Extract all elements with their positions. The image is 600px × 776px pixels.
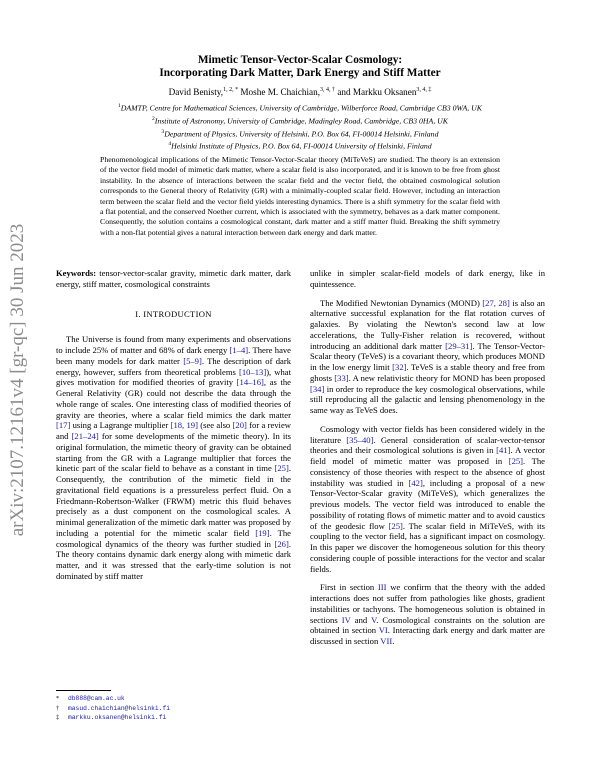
intro-paragraph-3: Cosmology with vector fields has been considered widely in the literature [35–40]. General consideration of scalar-vector-tensor theories and their cosmological solutions is given in [41]. A vector field model of mimetic matter was proposed in [25]. The consistency of those theories with respect to the absence of ghost instability was studied in [42], including a proposal of a new Tensor-Vector-Scalar gravity (MiTeVeS), which generalizes the previous models. The vector field was introduced to enable the possibility of rotating flows of mimetic matter and to avoid caustics of the geodesic flow [25]. The scalar field in MiTeVeS, with its coupling to the vector field, has a significant impact on cosmology. In this paper we discover the homogeneous solution for this theory considering couple of possible interactions for the vector and scalar fields. [310,423,546,574]
affiliation-item [60,127,540,140]
author-affil-mark: 3, 4, ‡ [416,87,432,93]
affiliation-text: Institute of Astronomy, University of Cambridge, Madingley Road, Cambridge, CB3 0HA, UK [154,116,448,126]
intro-paragraph-2: The Modified Newtonian Dynamics (MOND) [27, 28] is also an alternative successful explanation for the flat rotation curves of galaxies. By violating the Newton's second law at low accelerations, the Tully-Fisher relation is recovered, without introducing an additional dark matter [29–31]. The Tensor-Vector-Scalar theory (TeVeS) is a covariant theory, which produces MOND in the low energy limit [32]. TeVeS is a stable theory and free from ghosts [33]. A new relativistic theory for MOND has been proposed [34] in order to reproduce the key cosmological observations, while still reproducing all the galactic and lensing phenomenology in the same way as TeVeS does. [310,297,545,415]
affiliation-mark: 4 [168,141,172,148]
author-affil-mark: 1, 2, * [223,87,239,93]
citation-link[interactable]: [18, 19] [170,420,198,431]
citation-link[interactable]: [42] [408,477,423,488]
footnote-mark: ‡ [56,714,60,721]
arxiv-stamp-text: arXiv:2107.12161v4 [gr-qc] 30 Jun 2023 [7,223,28,537]
citation-link[interactable]: [35–40] [346,434,374,445]
citation-link[interactable]: [41] [496,445,511,456]
paper-title-line-2: Incorporating Dark Matter, Dark Energy and Stiff Matter [159,67,441,79]
citation-link[interactable]: [29–31] [445,340,473,351]
affiliation-mark: 1 [118,103,121,109]
affiliation-item [60,114,540,127]
author-list [60,87,540,97]
footnote-item [56,704,286,714]
affiliation-list [60,101,540,152]
affiliation-item [60,101,540,114]
affiliation-mark: 2 [152,115,155,122]
footnote-mark: * [56,695,60,702]
author-affil-mark: 3, 4, † [320,87,336,93]
section-link[interactable]: III [377,582,387,593]
citation-link[interactable]: [25] [508,456,524,466]
citation-link[interactable]: [5–9] [183,355,202,366]
citation-link[interactable]: [14–16] [236,377,264,388]
footnote-mark: † [56,704,60,712]
paper-title-line-1: Mimetic Tensor-Vector-Scalar Cosmology: [197,54,403,66]
email-link[interactable]: masud.chaichian@helsinki.fi [68,704,171,712]
citation-link[interactable]: [20] [232,420,247,431]
email-link[interactable]: markku.oksanen@helsinki.fi [68,714,167,721]
section-heading-introduction: I. INTRODUCTION [135,308,212,319]
citation-link[interactable]: [19] [255,527,270,538]
author-name: and Markku Oksanen [337,87,417,98]
keywords [56,268,291,290]
footnotes [56,694,286,723]
citation-link[interactable]: [21–24] [71,431,99,441]
section-link[interactable]: VII [380,636,393,646]
left-column [56,268,291,582]
right-column [310,268,545,647]
footnote-item [56,694,286,704]
footnote-item [56,713,286,723]
intro-paragraph-4: First in section III we confirm that the theory with the added interactions does not suffer from pathologies like ghosts, gradient instabilities or tachyons. The homogeneous solution is obtained in sections IV and V. Cosmological constraints on the solution are obtained in section VI. Interacting dark energy and dark matter are discussed in section VII. [310,582,545,646]
affiliation-mark: 3 [161,128,165,135]
citation-link[interactable]: [10–13] [238,366,267,377]
affiliation-text: DAMTP, Centre for Mathematical Sciences, University of Cambridge, Wilberforce Road, Cambridge CB3 0WA, UK [120,103,482,113]
citation-link[interactable]: [1–4] [229,345,249,355]
citation-link[interactable]: [25] [274,463,289,474]
abstract: Phenomenological implications of the Mimetic Tensor-Vector-Scalar theory (MiTeVeS) are studied. The theory is an extension of the vector field model of mimetic dark matter, where a scalar field is also incorporated, and it is known to be free from ghost instability. In the absence of interactions between the scalar field and the vector field, the obtained cosmological solution corresponds to the General theory of Relativity (GR) with a minimally-coupled scalar field. However, including an interaction term between the scalar field and the vector field yields interesting dynamics. There is a shift symmetry for the scalar field with a flat potential, and the conserved Noether current, which is associated with the symmetry, behaves as a dark matter component. Consequently, the solution contains a cosmological constant, dark matter and a stiff matter fluid. Breaking the shift symmetry with a non-flat potential gives a natural interaction between dark energy and dark matter. [100,155,500,237]
citation-link[interactable]: [33] [334,372,349,383]
section-link[interactable]: IV [341,614,351,625]
citation-link[interactable]: [26] [274,538,289,549]
intro-paragraph-1: The Universe is found from many experiments and observations to include 25% of matter and 68% of dark energy [1–4]. There have been many models for dark matter [5–9]. The description of dark energy, however, suffers from theoretical problems [10–13]), what gives motivation for modified theories of gravity [14–16], as the General Relativity (GR) could not describe the data through the whole range of scales. One interesting class of modified theories of gravity are theories, where a scalar field mimics the dark matter [17] using a Lagrange multiplier [18, 19] (see also [20] for a review and [21–24] for some developments of the mimetic theory). In its original formulation, the mimetic theory of gravity can be obtained starting from the GR with a Lagrange multiplier that forces the kinetic part of the scalar field to behave as a constant in time [25]. Consequently, the contribution of the mimetic field in the gravitational field equations is a pressureless perfect fluid. On a Friedmann-Robertson-Walker (FRWM) metric this fluid behaves precisely as a dust component on the cosmological scales. A minimal generalization of the mimetic dark matter was proposed by including a potential for the mimetic scalar field [19]. The cosmological dynamics of the theory was further studied in [26]. The theory contains dynamic dark energy along with mimetic dark matter, and it was stressed that the early-time solution is not dominated by stiff matter [56,334,292,581]
keywords-text: tensor-vector-scalar gravity, mimetic dark matter, dark energy, stiff matter, cosmological constraints [56,268,291,289]
section-link[interactable]: VI [378,625,388,636]
citation-link[interactable]: [34] [310,383,325,394]
citation-link[interactable]: [25] [388,520,403,531]
citation-link[interactable]: [32] [392,362,407,372]
section-link[interactable]: V [371,614,377,625]
affiliation-item [60,139,540,152]
keywords-label: Keywords: [56,268,97,278]
citation-link[interactable]: [17] [56,420,71,431]
author-name: David Benisty, [168,87,224,98]
intro-paragraph-continued: unlike in simpler scalar-field models of dark energy, like in quintessence. [310,268,545,289]
affiliation-text: Helsinki Institute of Physics, P.O. Box 64, FI-00014 University of Helsinki, Finland [171,141,432,151]
email-link[interactable]: db888@cam.ac.uk [68,695,125,702]
arxiv-stamp [4,170,32,590]
citation-link[interactable]: [27, 28] [482,297,510,308]
footnote-divider [56,690,111,691]
author-name: Moshe M. Chaichian, [240,87,321,98]
affiliation-text: Department of Physics, University of Helsinki, P.O. Box 64, FI-00014 Helsinki, Finland [164,129,439,139]
